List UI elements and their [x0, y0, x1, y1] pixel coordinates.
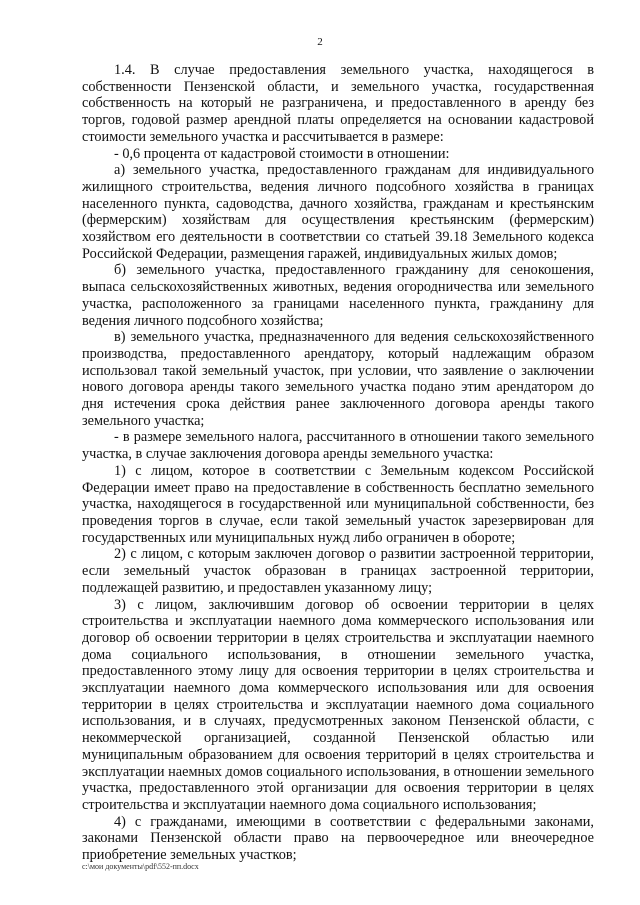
paragraph-rate-0-6: - 0,6 процента от кадастровой стоимости в отношении:: [114, 145, 450, 162]
paragraph-item-1: 1) с лицом, которое в соответствии с Земельным кодексом Российской Федерации имеет право на предоставление в собственность бесплатно земельного участка, находящегося в государственной или муниципальной собственности, без проведения торгов в случае, если такой земельный участок зарезервирован для государственных или муниципальных нужд либо ограничен в обороте;: [82, 462, 594, 546]
paragraph-item-a: а) земельного участка, предоставленного гражданам для индивидуального жилищного строительства, ведения личного подсобного хозяйства в границах населенного пункта, садоводства, дачного хозяйства, гражданам и крестьянским (фермерским) хозяйствам для осуществления крестьянским (фермерским) хозяйством его деятельности в соответствии со статьей 39.18 Земельного кодекса Российской Федерации, размещения гаражей, индивидуальных жилых домов;: [82, 162, 594, 262]
paragraph-1-4: 1.4. В случае предоставления земельного участка, находящегося в собственности Пензенской области, и земельного участка, государственная собственность на который не разграничена, и предоставленного в аренду без торгов, годовой размер арендной платы определяется на основании кадастровой стоимости земельного участка и рассчитывается в размере:: [82, 62, 594, 145]
paragraph-land-tax: - в размере земельного налога, рассчитанного в отношении такого земельного участка, в случае заключения договора аренды земельного участка:: [82, 429, 594, 463]
paragraph-item-2: 2) с лицом, с которым заключен договор о развитии застроенной территории, если земельный участок образован в границах застроенной территории, подлежащей развитию, и предоставлен указанному лицу;: [82, 546, 594, 596]
paragraph-item-v: в) земельного участка, предназначенного для ведения сельскохозяйственного производства, предоставленного арендатору, который надлежащим образом использовал такой земельный участок, при условии, что заявление о заключении нового договора аренды такого земельного участка подано этим арендатором до дня истечения срока действия ранее заключенного договора аренды такого земельного участка;: [82, 329, 594, 429]
paragraph-item-b: б) земельного участка, предоставленного гражданину для сенокошения, выпаса сельскохозяйственных животных, ведения огородничества или земельного участка, расположенного за границами населенного пункта, гражданину для ведения личного подсобного хозяйства;: [82, 262, 594, 329]
document-body: [82, 62, 594, 864]
paragraph-item-4: 4) с гражданами, имеющими в соответствии с федеральными законами, законами Пензенской области право на первоочередное или внеочередное приобретение земельных участков;: [82, 813, 594, 864]
paragraph-item-3: 3) с лицом, заключившим договор об освоении территории в целях строительства и эксплуатации наемного дома коммерческого использования или договор об освоении территории в целях строительства и эксплуатации наемного дома социального использования, в отношении земельного участка, предоставленного этому лицу для освоения территории в целях строительства и эксплуатации наемного дома коммерческого использования или для освоения территории в целях строительства и эксплуатации наемного дома социального использования, и в случаях, предусмотренных законом Пензенской области, с некоммерческой организацией, созданной Пензенской областью или муниципальным образованием для освоения территорий в целях строительства и эксплуатации наемных домов социального использования, в отношении земельного участка, предоставленного этой организации для освоения территории в целях строительства и эксплуатации наемного дома социального использования;: [82, 596, 594, 813]
page-number: 2: [317, 36, 323, 48]
file-path-footer: c:\мои документы\pdf\552-пп.docx: [82, 862, 199, 871]
